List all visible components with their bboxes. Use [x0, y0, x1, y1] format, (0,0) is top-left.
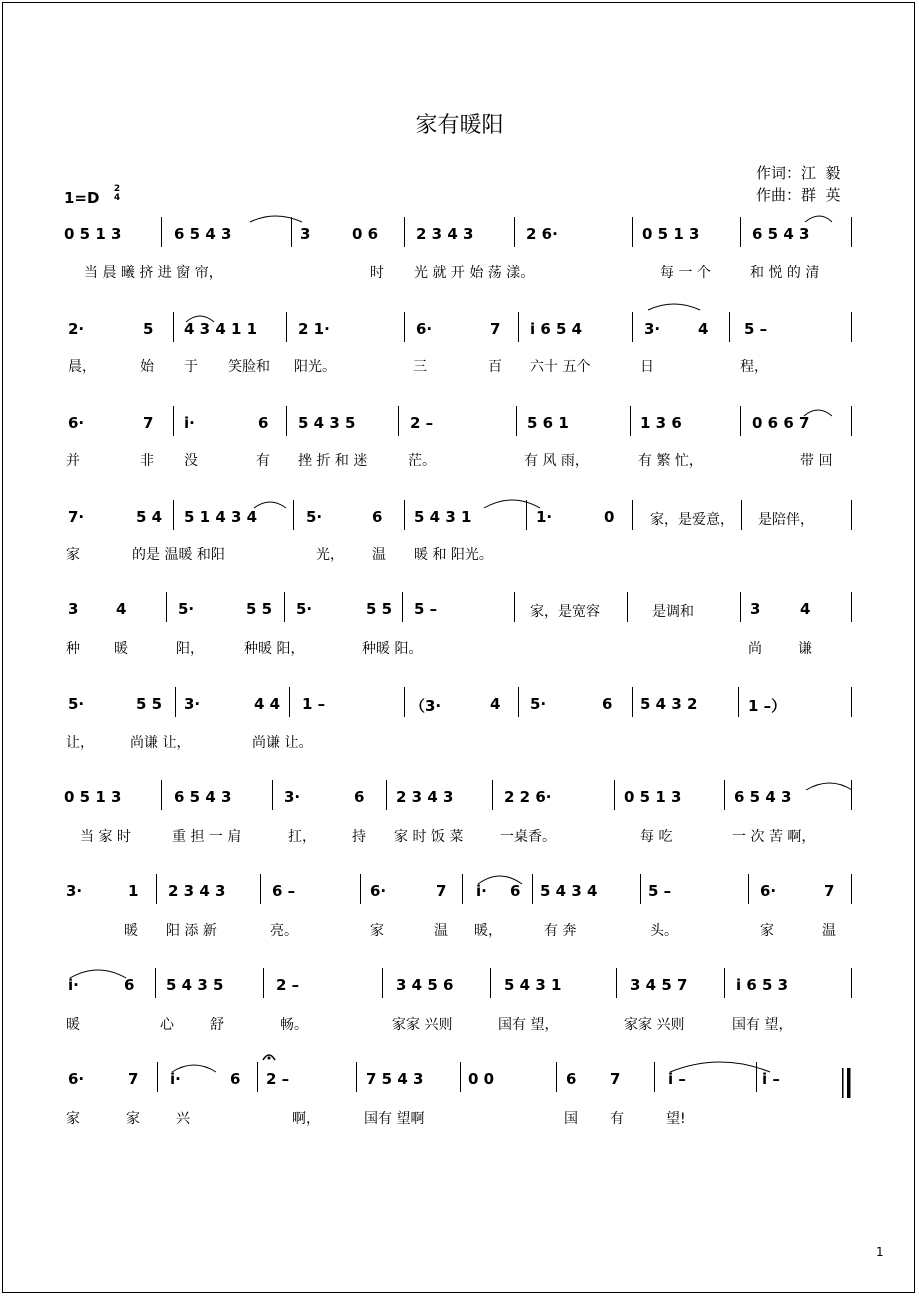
barline [404, 312, 405, 342]
note-group: 1 [128, 882, 139, 900]
barline [738, 687, 739, 717]
notes-row [0, 508, 919, 532]
song-title: 家有暖阳 [415, 113, 504, 138]
note-group: 5· [296, 600, 313, 618]
lyrics-row [0, 544, 919, 566]
note-group: 6 [124, 976, 135, 994]
note-group: 7 [128, 1070, 139, 1088]
barline [556, 1062, 557, 1092]
note-group: 2 2 6· [504, 788, 552, 806]
lyric-text: 于 [184, 359, 198, 375]
note-group: 6 [566, 1070, 577, 1088]
note-group: 7 [610, 1070, 621, 1088]
lyric-text: 国 [564, 1111, 578, 1127]
barline [161, 780, 162, 810]
note-group: 6 5 4 3 [752, 225, 810, 243]
note-group: 0 6 6 7 [752, 414, 810, 432]
note-group: 5 4 3 1 [504, 976, 562, 994]
barline [514, 592, 515, 622]
lyric-text: 亮。 [270, 923, 298, 939]
note-group: 6· [68, 1070, 85, 1088]
note-group: 3 [68, 600, 79, 618]
lyric-text: 扛， [288, 829, 316, 845]
note-group: 1 – [302, 695, 326, 713]
note-group: 6 [258, 414, 269, 432]
note-group: 6· [370, 882, 387, 900]
lyric-text: 没 [184, 453, 198, 469]
barline [404, 217, 405, 247]
barline [851, 592, 852, 622]
lyric-text: 国有 望啊 [364, 1111, 425, 1127]
note-group: 2 3 4 3 [396, 788, 454, 806]
barline [851, 312, 852, 342]
lyric-text: 一桌香。 [500, 829, 556, 845]
lyric-text: 种 [66, 641, 80, 657]
note-group: 5 5 [366, 600, 393, 618]
note-group: 2 – [276, 976, 300, 994]
lyric-text: 谦 [798, 641, 812, 657]
lyric-text: 百 [488, 359, 502, 375]
page-number: 1 [876, 1245, 884, 1259]
note-group: 6 [602, 695, 613, 713]
lyrics-row [0, 826, 919, 848]
note-group: 3· [644, 320, 661, 338]
note-group: 5 4 3 5 [166, 976, 224, 994]
barline [640, 874, 641, 904]
note-group: 4 4 [254, 695, 281, 713]
note-group: 0 6 [352, 225, 379, 243]
barline [289, 687, 290, 717]
notes-row [0, 225, 919, 249]
note-group: 5· [178, 600, 195, 618]
lyrics-row [0, 1014, 919, 1036]
note-group: 0 5 1 3 [64, 225, 122, 243]
lyric-text: 尚 [748, 641, 762, 657]
note-group: 5· [530, 695, 547, 713]
lyric-text: 温 [372, 547, 386, 563]
note-group: 3· [66, 882, 83, 900]
note-group: 3 4 5 6 [396, 976, 454, 994]
barline [293, 500, 294, 530]
lyric-text: 带 回 [800, 453, 833, 469]
lyric-text: 当 家 时 [80, 829, 131, 845]
barline [492, 780, 493, 810]
lyric-text: 重 担 一 肩 [172, 829, 242, 845]
barline [173, 406, 174, 436]
note-group: 2· [68, 320, 85, 338]
barline [460, 1062, 461, 1092]
barline [272, 780, 273, 810]
barline [748, 874, 749, 904]
key-signature: 1=D [64, 189, 100, 207]
barline [284, 592, 285, 622]
lyric-text: 暖 [114, 641, 128, 657]
barline [518, 312, 519, 342]
note-group: 7· [68, 508, 85, 526]
barline [516, 406, 517, 436]
note-group: 5· [306, 508, 323, 526]
lyric-text: 尚谦 让， [130, 735, 191, 751]
note-group: i· [184, 414, 195, 432]
lyric-text: 晨， [68, 359, 96, 375]
note-group: 5 – [744, 320, 768, 338]
lyric-text: 持 [352, 829, 366, 845]
lyric-text: 家 [66, 547, 80, 563]
note-group: 3· [184, 695, 201, 713]
note-group: 5 1 4 3 4 [184, 508, 258, 526]
lyric-text: 暖， [474, 923, 502, 939]
barline [155, 968, 156, 998]
notes-row [0, 1070, 919, 1094]
lyrics-row [0, 638, 919, 660]
barline [404, 687, 405, 717]
lyric-text: 程， [740, 359, 768, 375]
barline [851, 406, 852, 436]
note-group: 4 [116, 600, 127, 618]
note-group: 6 – [272, 882, 296, 900]
note-group: 3· [284, 788, 301, 806]
lyric-text: 种暖 阳。 [362, 641, 423, 657]
barline [632, 312, 633, 342]
barline [518, 687, 519, 717]
lyrics-row [0, 732, 919, 754]
lyric-text: 畅。 [280, 1017, 308, 1033]
lyric-text: 每 一 个 [660, 265, 711, 281]
note-group: 4 [698, 320, 709, 338]
barline [851, 968, 852, 998]
barline [257, 1062, 258, 1092]
note-group: 7 [143, 414, 154, 432]
note-group: 5 4 3 1 [414, 508, 472, 526]
lyrics-row [0, 262, 919, 284]
note-group: 2 6· [526, 225, 558, 243]
lyric-text: 暖 [124, 923, 138, 939]
lyric-text: 六十 五个 [530, 359, 591, 375]
note-group: 5 [143, 320, 154, 338]
note-group: 0 5 1 3 [624, 788, 682, 806]
note-group: 6 [354, 788, 365, 806]
inline-lyric: 是调和 [652, 604, 694, 620]
lyric-text: 温 [822, 923, 836, 939]
note-group: 6· [760, 882, 777, 900]
barline [724, 968, 725, 998]
lyric-text: 当 晨 曦 挤 进 窗 帘， [84, 265, 223, 281]
barline [173, 500, 174, 530]
lyric-text: 舒 [210, 1017, 224, 1033]
time-signature-bottom: 4 [113, 193, 121, 203]
note-group: 5 5 [136, 695, 163, 713]
lyrics-row [0, 356, 919, 378]
lyric-text: 光 就 开 始 荡 漾。 [414, 265, 535, 281]
note-group: 5· [68, 695, 85, 713]
note-group: 2 3 4 3 [416, 225, 474, 243]
notes-row [0, 882, 919, 906]
barline [360, 874, 361, 904]
barline [616, 968, 617, 998]
lyric-text: 心 [160, 1017, 174, 1033]
barline [851, 874, 852, 904]
note-group: 5 4 3 5 [298, 414, 356, 432]
barline [356, 1062, 357, 1092]
barline [161, 217, 162, 247]
barline [490, 968, 491, 998]
barline [263, 968, 264, 998]
note-group: 6· [68, 414, 85, 432]
note-group: i· [170, 1070, 181, 1088]
inline-lyric: 是陪伴， [758, 512, 814, 528]
lyric-text: 日 [640, 359, 654, 375]
barline [632, 687, 633, 717]
barline [398, 406, 399, 436]
notes-row [0, 695, 919, 719]
lyric-text: 种暖 阳， [244, 641, 305, 657]
lyric-text: 始 [140, 359, 154, 375]
note-group: 1 –） [748, 697, 787, 715]
barline [166, 592, 167, 622]
lyric-text: 温 [434, 923, 448, 939]
barline [740, 217, 741, 247]
lyric-text: 兴 [176, 1111, 190, 1127]
note-group: 5 – [414, 600, 438, 618]
barline [851, 217, 852, 247]
note-group: 3 [750, 600, 761, 618]
note-group: 6 5 4 3 [734, 788, 792, 806]
note-group: 5 – [648, 882, 672, 900]
time-signature [112, 185, 122, 203]
lyric-text: 笑脸和 [228, 359, 270, 375]
lyric-text: 有 繁 忙， [638, 453, 703, 469]
lyric-text: 有 奔 [544, 923, 577, 939]
barline [386, 780, 387, 810]
lyric-text: 家 时 饭 菜 [394, 829, 464, 845]
barline [614, 780, 615, 810]
note-group: （3· [410, 697, 442, 715]
note-group: 3 4 5 7 [630, 976, 688, 994]
lyric-text: 三 [413, 359, 427, 375]
lyric-text: 啊， [292, 1111, 320, 1127]
lyrics-row [0, 920, 919, 942]
lyric-text: 国有 望， [498, 1017, 559, 1033]
barline [627, 592, 628, 622]
notes-row [0, 414, 919, 438]
inline-lyric: 家，是爱意， [650, 512, 734, 528]
lyric-text: 头。 [650, 923, 678, 939]
barline [632, 217, 633, 247]
notes-row [0, 320, 919, 344]
barline [724, 780, 725, 810]
note-group: i· [68, 976, 79, 994]
lyrics-row [0, 450, 919, 472]
note-group: 0 [604, 508, 615, 526]
barline [851, 780, 852, 810]
note-group: 0 5 1 3 [642, 225, 700, 243]
lyric-text: 暖 [66, 1017, 80, 1033]
barline [630, 406, 631, 436]
inline-lyric: 家，是宽容 [530, 604, 600, 620]
note-group: 2 1· [298, 320, 330, 338]
lyric-text: 和 悦 的 清 [750, 265, 820, 281]
barline [851, 500, 852, 530]
note-group: 3 [300, 225, 311, 243]
barline [654, 1062, 655, 1092]
lyric-text: 有 [256, 453, 270, 469]
lyric-text: 阳 添 新 [166, 923, 217, 939]
note-group: 4 3 4 1 1 [184, 320, 258, 338]
barline [173, 312, 174, 342]
note-group: 2 – [266, 1070, 290, 1088]
lyric-text: 家家 兴则 [392, 1017, 453, 1033]
lyric-text: 国有 望， [732, 1017, 793, 1033]
note-group: 2 – [410, 414, 434, 432]
barline [382, 968, 383, 998]
barline [740, 592, 741, 622]
composer-credit: 作曲：群 英 [756, 186, 841, 204]
note-group: 6 [372, 508, 383, 526]
lyric-text: 家 [66, 1111, 80, 1127]
note-group: 7 5 4 3 [366, 1070, 424, 1088]
note-group: 7 [824, 882, 835, 900]
barline [514, 217, 515, 247]
note-group: i – [762, 1070, 780, 1088]
note-group: 1 3 6 [640, 414, 682, 432]
lyric-text: 家家 兴则 [624, 1017, 685, 1033]
barline [740, 406, 741, 436]
barline [291, 217, 292, 247]
note-group: i – [668, 1070, 686, 1088]
note-group: 7 [490, 320, 501, 338]
barline [286, 312, 287, 342]
time-signature-top: 2 [113, 184, 121, 194]
barline [404, 500, 405, 530]
notes-row [0, 788, 919, 812]
lyric-text: 家 [760, 923, 774, 939]
note-group: 5 4 3 2 [640, 695, 698, 713]
note-group: 0 0 [468, 1070, 495, 1088]
note-group: 6· [416, 320, 433, 338]
notes-row [0, 976, 919, 1000]
lyric-text: 时 [370, 265, 384, 281]
note-group: 5 5 [246, 600, 273, 618]
note-group: i· [476, 882, 487, 900]
lyric-text: 每 吃 [640, 829, 673, 845]
note-group: 6 [230, 1070, 241, 1088]
barline [175, 687, 176, 717]
note-group: 1· [536, 508, 553, 526]
lyric-text: 暖 和 阳光。 [414, 547, 493, 563]
note-group: 7 [436, 882, 447, 900]
lyric-text: 阳光。 [294, 359, 336, 375]
lyric-text: 有 风 雨， [524, 453, 589, 469]
barline [156, 874, 157, 904]
lyric-text: 一 次 苦 啊， [732, 829, 816, 845]
note-group: 4 [490, 695, 501, 713]
lyric-text: 家 [370, 923, 384, 939]
note-group: 6 [510, 882, 521, 900]
notes-row [0, 600, 919, 624]
note-group: 4 [800, 600, 811, 618]
barline [729, 312, 730, 342]
lyrics-row [0, 1108, 919, 1130]
barline [402, 592, 403, 622]
note-group: 2 3 4 3 [168, 882, 226, 900]
barline [462, 874, 463, 904]
barline [260, 874, 261, 904]
barline [851, 687, 852, 717]
note-group: 5 6 1 [527, 414, 569, 432]
lyric-text: 光， [316, 547, 344, 563]
lyric-text: 尚谦 让。 [252, 735, 313, 751]
lyric-text: 并 [66, 453, 80, 469]
lyricist-credit: 作词：江 毅 [756, 164, 841, 182]
lyric-text: 的是 温暖 和阳 [132, 547, 225, 563]
lyric-text: 家 [126, 1111, 140, 1127]
barline [632, 500, 633, 530]
note-group: 6 5 4 3 [174, 788, 232, 806]
note-group: 0 5 1 3 [64, 788, 122, 806]
lyric-text: 阳， [176, 641, 204, 657]
lyric-text: 挫 折 和 迷 [298, 453, 368, 469]
note-group: 5 4 [136, 508, 163, 526]
lyric-text: 非 [140, 453, 154, 469]
lyric-text: 茫。 [408, 453, 436, 469]
barline [526, 500, 527, 530]
lyric-text: 望! [666, 1111, 686, 1127]
barline [286, 406, 287, 436]
barline [157, 1062, 158, 1092]
barline [756, 1062, 757, 1092]
note-group: i 6 5 3 [736, 976, 789, 994]
note-group: 6 5 4 3 [174, 225, 232, 243]
lyric-text: 有 [610, 1111, 624, 1127]
note-group: 5 4 3 4 [540, 882, 598, 900]
note-group: i 6 5 4 [530, 320, 583, 338]
lyric-text: 让， [66, 735, 94, 751]
barline [741, 500, 742, 530]
barline [532, 874, 533, 904]
